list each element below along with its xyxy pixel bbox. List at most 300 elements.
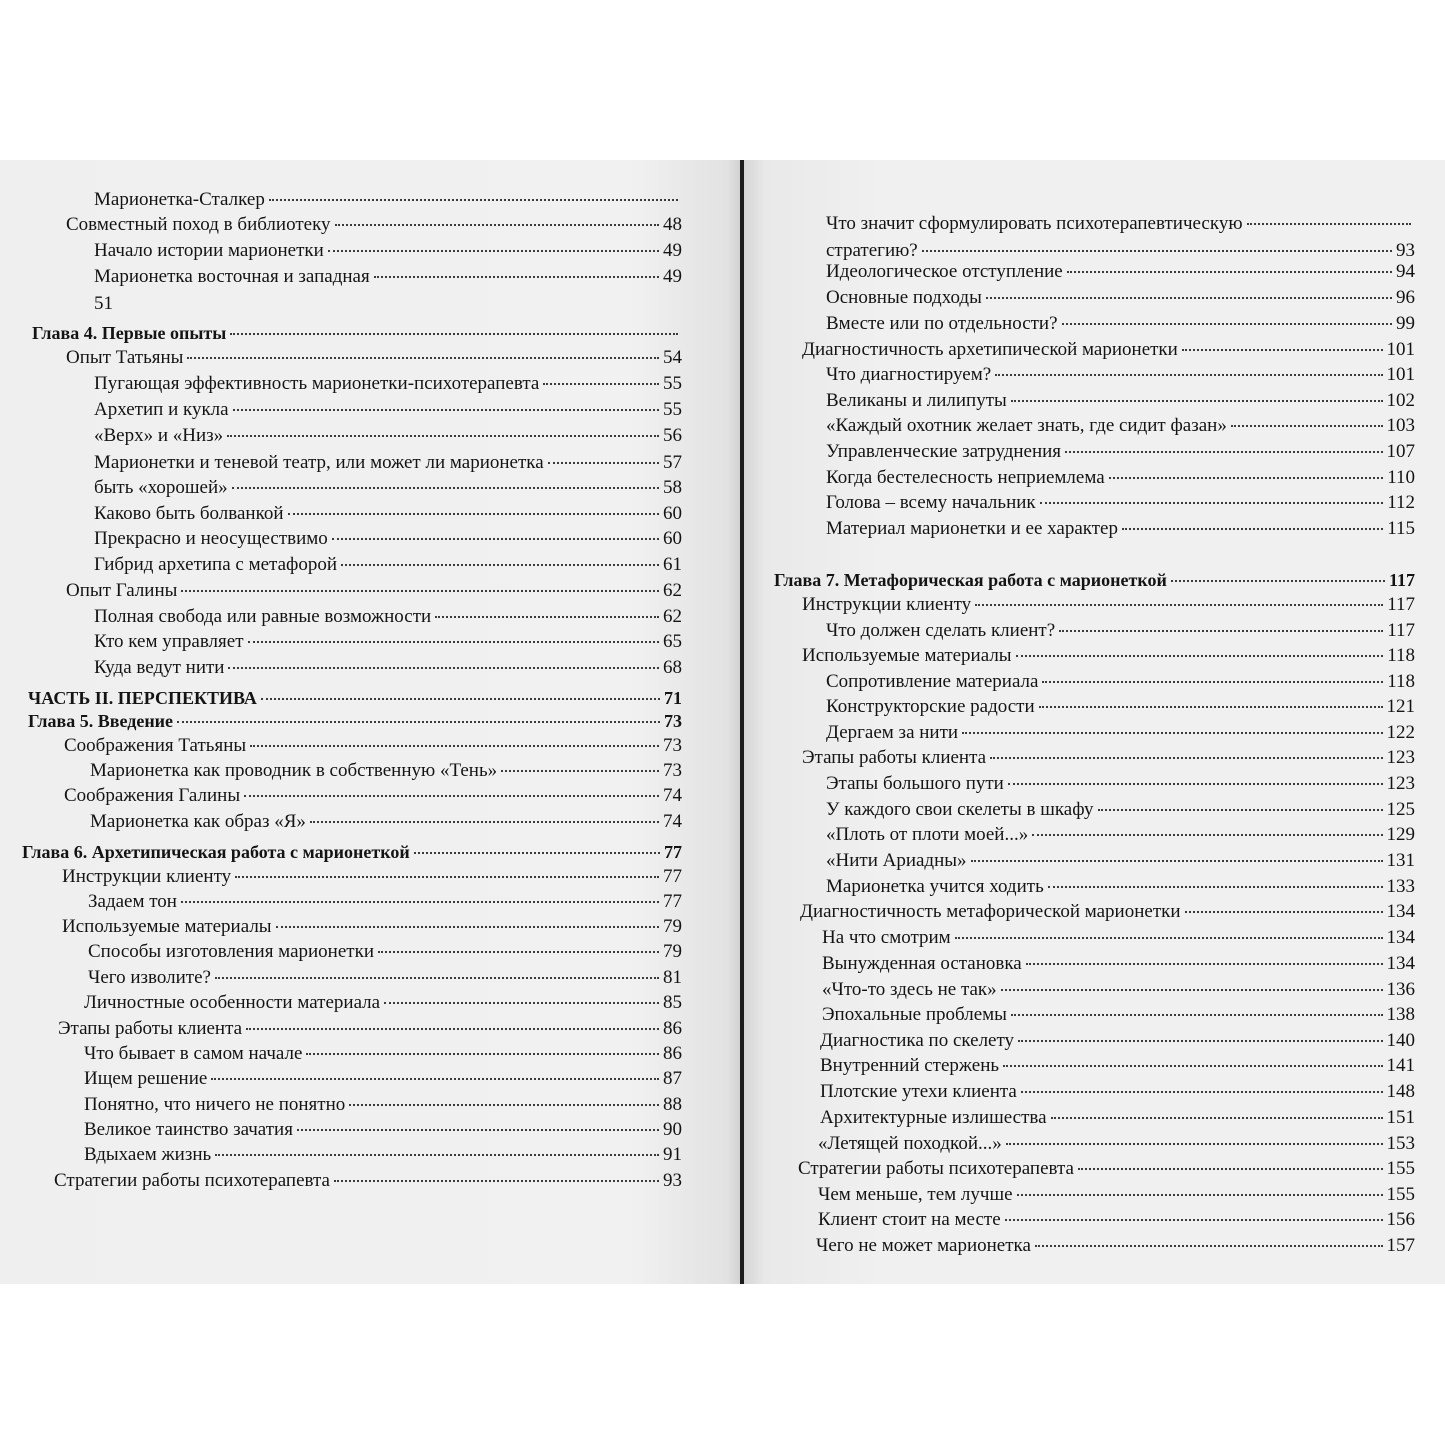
dot-leader [543,383,659,385]
entry-page-number: 107 [1386,441,1415,462]
entry-title: Ищем решение [84,1068,208,1089]
entry-page-number: 85 [663,992,682,1013]
entry-title: Глава 5. Введение [28,711,174,731]
left-toc-entry [84,991,682,1015]
right-toc-entry [826,721,1415,745]
entry-title: Марионетка учится ходить [826,876,1044,897]
dot-leader [177,721,660,723]
dot-leader [244,795,659,797]
entry-page-number: 133 [1386,876,1415,897]
right-toc-entry [826,695,1415,719]
entry-title: «Верх» и «Низ» [94,425,224,446]
book-spread [0,160,1445,1284]
entry-title: Чем меньше, тем лучше [818,1184,1013,1205]
entry-page-number: 99 [1396,313,1415,334]
entry-page-number: 156 [1386,1209,1415,1230]
entry-title: Чего не может марионетка [816,1235,1031,1256]
entry-title: Вдыхаем жизнь [84,1144,212,1165]
entry-page-number: 71 [664,688,682,708]
right-toc-entry [826,286,1415,310]
entry-title: Клиент стоит на месте [818,1209,1001,1230]
left-toc-entry [94,502,682,526]
left-toc-entry [94,372,682,396]
dot-leader [1008,783,1383,785]
entry-page-number: 112 [1387,492,1415,513]
entry-page-number: 117 [1387,594,1415,615]
entry-title: Кто кем управляет [94,631,244,652]
right-toc-entry [826,517,1415,541]
dot-leader [306,1053,659,1055]
dot-leader [1005,1219,1383,1221]
entry-title: Используемые материалы [62,916,272,937]
entry-title: Великаны и лилипуты [826,390,1007,411]
entry-page-number: 73 [663,760,682,781]
entry-title: Соображения Татьяны [64,735,247,756]
dot-leader [334,1180,659,1182]
entry-title: Полная свобода или равные возможности [94,606,432,627]
dot-leader [250,745,659,747]
entry-title: Великое таинство зачатия [84,1119,293,1140]
entry-page-number: 65 [663,631,682,652]
entry-title: Идеологическое отступление [826,261,1063,282]
entry-page-number: 101 [1386,364,1415,385]
dot-leader [1040,502,1384,504]
entry-title: Конструкторские радости [826,696,1035,717]
left-toc-entry [28,709,682,733]
entry-title: Управленческие затруднения [826,441,1062,462]
dot-leader [1182,349,1383,351]
entry-title: Марионетка восточная и западная [94,266,370,287]
left-toc-entry [62,865,682,889]
dot-leader [276,926,659,928]
right-toc-entry [774,568,1415,592]
left-toc-entry [64,784,682,808]
entry-title: Способы изготовления марионетки [88,941,374,962]
entry-title: Используемые материалы [802,645,1012,666]
entry-page-number: 48 [663,214,682,235]
dot-leader [975,604,1383,606]
dot-leader [215,977,659,979]
entry-page-number: 93 [1396,240,1415,261]
left-toc-entry [94,630,682,654]
entry-page-number: 77 [663,866,682,887]
right-toc-entry [818,1183,1415,1207]
entry-title: Гибрид архетипа с метафорой [94,554,337,575]
right-toc-entry [826,260,1415,284]
entry-page-number: 68 [663,657,682,678]
entry-page-number: 86 [663,1043,682,1064]
left-toc-entry [94,398,682,422]
entry-page-number: 115 [1387,518,1415,539]
entry-title: Когда бестелесность неприемлема [826,467,1105,488]
entry-title: Плотские утехи клиента [820,1081,1017,1102]
dot-leader [297,1129,659,1131]
left-toc-entry [88,940,682,964]
dot-leader [1018,1040,1382,1042]
right-toc-entry [802,746,1415,770]
entry-title: Что должен сделать клиент? [826,620,1056,641]
dot-leader [1042,681,1383,683]
entry-page-number: 81 [663,967,682,988]
dot-leader [332,538,659,540]
left-toc-entry [84,1067,682,1091]
right-toc-entry [820,1029,1415,1053]
entry-page-number: 117 [1388,570,1415,590]
entry-title: «Каждый охотник желает знать, где сидит фазан» [826,415,1227,436]
right-toc-entry [818,1208,1415,1232]
entry-page-number: 157 [1386,1235,1415,1256]
entry-page-number: 56 [663,425,682,446]
dot-leader [971,860,1383,862]
entry-page-number: 90 [663,1119,682,1140]
dot-leader [1006,1143,1383,1145]
entry-page-number: 101 [1386,339,1415,360]
dot-leader [211,1078,659,1080]
left-toc-entry [84,1042,682,1066]
left-toc-entry [84,1143,682,1167]
dot-leader [335,224,659,226]
dot-leader [548,462,659,464]
dot-leader [995,374,1382,376]
entry-title: Прекрасно и неосуществимо [94,528,328,549]
entry-page-number: 96 [1396,287,1415,308]
entry-page-number: 153 [1386,1133,1415,1154]
entry-title: Дергаем за нити [826,722,959,743]
entry-page-number: 121 [1386,696,1415,717]
left-toc-entry [66,213,682,237]
dot-leader [288,513,659,515]
dot-leader [1035,1245,1383,1247]
entry-title: Глава 7. Метафорическая работа с марионеткой [774,570,1167,590]
dot-leader [215,1154,659,1156]
dot-leader [955,937,1383,939]
entry-page-number: 87 [663,1068,682,1089]
dot-leader [1016,655,1384,657]
left-toc-entry [32,321,682,345]
entry-page-number: 77 [664,842,682,862]
entry-title: Диагностичность метафорической марионетки [800,901,1181,922]
entry-page-number: 49 [663,266,682,287]
right-toc-entry [816,1234,1415,1258]
right-toc-entry [802,338,1415,362]
left-toc-entry [84,1093,682,1117]
right-toc-entry [822,1003,1415,1027]
entry-title: Марионетка-Сталкер [94,189,265,210]
right-toc-entry [826,798,1415,822]
left-toc-entry [94,424,682,448]
dot-leader [1021,1091,1383,1093]
left-toc-entry [54,1169,682,1193]
entry-page-number: 74 [663,811,682,832]
dot-leader [1051,1117,1383,1119]
right-toc-entry [826,414,1415,438]
right-toc-entry [802,644,1415,668]
left-toc-entry [94,188,682,212]
dot-leader [246,1028,659,1030]
left-page [0,160,742,1284]
right-toc-entry [826,363,1415,387]
dot-leader [233,409,659,411]
entry-title: Основные подходы [826,287,982,308]
left-toc-entry [94,292,682,316]
dot-leader [1026,963,1383,965]
dot-leader [1011,1014,1383,1016]
right-toc-entry [818,1132,1415,1156]
entry-page-number: 62 [663,580,682,601]
left-toc-entry [94,476,682,500]
dot-leader [1039,706,1383,708]
entry-title: Сопротивление материала [826,671,1039,692]
right-toc-entry [820,1080,1415,1104]
dot-leader [435,616,659,618]
left-toc-entry [88,890,682,914]
entry-page-number: 155 [1386,1158,1415,1179]
entry-page-number: 62 [663,606,682,627]
right-toc-entry [826,440,1415,464]
dot-leader [1078,1168,1383,1170]
dot-leader [1109,477,1384,479]
entry-title: Архетип и кукла [94,399,229,420]
entry-page-number: 60 [663,528,682,549]
entry-page-number: 110 [1387,467,1415,488]
entry-title: Соображения Галины [64,785,241,806]
entry-page-number: 134 [1386,927,1415,948]
right-toc-entry [826,772,1415,796]
entry-title: Внутренний стержень [820,1055,1000,1076]
dot-leader [1067,271,1392,273]
left-toc-entry [22,840,682,864]
dot-leader [1017,1194,1383,1196]
right-toc-entry [826,619,1415,643]
entry-title: Опыт Татьяны [66,347,184,368]
entry-title: Личностные особенности материала [84,992,381,1013]
dot-leader [922,250,1392,252]
entry-page-number: 61 [663,554,682,575]
entry-page-number: 129 [1386,824,1415,845]
entry-page-number: 134 [1386,953,1415,974]
left-toc-entry [94,553,682,577]
entry-title: ЧАСТЬ II. ПЕРСПЕКТИВА [28,688,257,708]
right-toc-entry [826,823,1415,847]
dot-leader [269,199,678,201]
entry-title: Опыт Галины [66,580,178,601]
dot-leader [990,757,1382,759]
left-toc-entry [66,346,682,370]
entry-page-number: 91 [663,1144,682,1165]
entry-title: Марионетки и теневой театр, или может ли марионетка [94,452,544,473]
entry-page-number: 134 [1386,901,1415,922]
dot-leader [986,297,1392,299]
dot-leader [1247,223,1411,225]
dot-leader [349,1104,659,1106]
entry-title: Диагностика по скелету [820,1030,1015,1051]
dot-leader [1032,834,1382,836]
entry-page-number: 93 [663,1170,682,1191]
right-toc-entry [820,1106,1415,1130]
entry-page-number: 117 [1387,620,1415,641]
entry-page-number: 49 [663,240,682,261]
entry-title: Глава 6. Архетипическая работа с марионеткой [22,842,410,862]
entry-title: Вместе или по отдельности? [826,313,1058,334]
entry-page-number: 60 [663,503,682,524]
entry-page-number: 77 [663,891,682,912]
entry-title: Инструкции клиенту [802,594,972,615]
entry-title: Что диагностируем? [826,364,992,385]
entry-title: Что бывает в самом начале [84,1043,303,1064]
right-toc-entry [822,952,1415,976]
dot-leader [1185,911,1383,913]
dot-leader [1122,528,1383,530]
left-toc-entry [64,734,682,758]
entry-title: Начало истории марионетки [94,240,324,261]
right-toc-entry [826,389,1415,413]
entry-page-number: 140 [1386,1030,1415,1051]
entry-title: Голова – всему начальник [826,492,1036,513]
entry-page-number: 55 [663,399,682,420]
entry-page-number: 118 [1387,645,1415,666]
dot-leader [1098,809,1383,811]
dot-leader [187,357,659,359]
entry-title: Совместный поход в библиотеку [66,214,331,235]
entry-title: Диагностичность архетипической марионетки [802,339,1178,360]
entry-page-number: 57 [663,452,682,473]
right-toc-entry [820,1054,1415,1078]
dot-leader [1059,630,1383,632]
dot-leader [232,487,659,489]
entry-title: Материал марионетки и ее характер [826,518,1118,539]
entry-title: Инструкции клиенту [62,866,232,887]
dot-leader [328,250,659,252]
dot-leader [1171,580,1385,582]
left-toc-entry [66,579,682,603]
left-toc-entry [90,810,682,834]
left-toc-entry [58,1017,682,1041]
entry-page-number: 123 [1386,773,1415,794]
entry-page-number: 86 [663,1018,682,1039]
entry-page-number: 103 [1386,415,1415,436]
entry-page-number: 148 [1386,1081,1415,1102]
entry-page-number: 155 [1386,1184,1415,1205]
right-toc-entry [822,978,1415,1002]
entry-page-number: 138 [1386,1004,1415,1025]
dot-leader [1062,323,1392,325]
entry-title: Архитектурные излишества [820,1107,1047,1128]
right-toc-entry [822,926,1415,950]
entry-title: У каждого свои скелеты в шкафу [826,799,1094,820]
entry-page-number: 123 [1386,747,1415,768]
entry-title: Вынужденная остановка [822,953,1022,974]
dot-leader [1011,400,1383,402]
entry-title: «Нити Ариадны» [826,850,967,871]
left-toc-entry [28,686,682,710]
entry-page-number: 136 [1386,979,1415,1000]
dot-leader [1065,451,1382,453]
dot-leader [1001,989,1383,991]
left-toc-entry [94,527,682,551]
entry-page-number: 74 [663,785,682,806]
entry-title: стратегию? [826,240,918,261]
entry-title: Чего изволите? [88,967,211,988]
left-toc-entry [94,605,682,629]
entry-title: Куда ведут нити [94,657,225,678]
dot-leader [310,821,659,823]
entry-title: «Плоть от плоти моей...» [826,824,1029,845]
right-toc-entry [826,312,1415,336]
entry-page-number: 58 [663,477,682,498]
entry-page-number: 79 [663,916,682,937]
entry-title: «Что-то здесь не так» [822,979,997,1000]
dot-leader [181,590,659,592]
entry-title: Марионетка как проводник в собственную «Тень» [90,760,498,781]
dot-leader [341,564,659,566]
right-toc-entry [798,1157,1415,1181]
dot-leader [374,276,659,278]
dot-leader [230,333,678,335]
entry-title: Этапы работы клиента [58,1018,243,1039]
left-toc-entry [90,759,682,783]
dot-leader [501,770,659,772]
dot-leader [235,876,659,878]
dot-leader [248,641,660,643]
left-toc-entry [84,1118,682,1142]
entry-title: Понятно, что ничего не понятно [84,1094,346,1115]
right-toc-entry [802,593,1415,617]
entry-page-number: 131 [1386,850,1415,871]
entry-page-number: 141 [1386,1055,1415,1076]
entry-title: Эпохальные проблемы [822,1004,1007,1025]
entry-title: Стратегии работы психотерапевта [798,1158,1074,1179]
left-toc-entry [94,656,682,680]
entry-title: Что значит сформулировать психотерапевтическую [826,213,1243,234]
entry-page-number: 73 [663,735,682,756]
dot-leader [1003,1065,1382,1067]
entry-title: Этапы работы клиента [802,747,987,768]
dot-leader [1048,886,1383,888]
dot-leader [414,852,660,854]
left-toc-entry [94,451,682,475]
dot-leader [261,698,660,700]
entry-page-number: 125 [1386,799,1415,820]
right-page [744,160,1445,1284]
entry-title: быть «хорошей» [94,477,228,498]
left-toc-entry [88,966,682,990]
entry-title: Задаем тон [88,891,177,912]
entry-title: Марионетка как образ «Я» [90,811,306,832]
entry-title: Этапы большого пути [826,773,1004,794]
right-toc-entry [826,466,1415,490]
dot-leader [228,667,659,669]
dot-leader [227,435,659,437]
left-toc-entry [94,239,682,263]
entry-page-number: 79 [663,941,682,962]
right-toc-entry [826,875,1415,899]
dot-leader [181,901,659,903]
entry-page-number: 73 [664,711,682,731]
right-toc-entry [826,212,1415,236]
entry-page-number: 102 [1386,390,1415,411]
entry-page-number: 151 [1386,1107,1415,1128]
entry-title: На что смотрим [822,927,951,948]
right-toc-entry [826,491,1415,515]
left-toc-entry [94,265,682,289]
entry-page-number: 94 [1396,261,1415,282]
dot-leader [378,951,659,953]
entry-title: «Летящей походкой...» [818,1133,1002,1154]
right-toc-entry [826,849,1415,873]
right-toc-entry [800,900,1415,924]
left-toc-entry [62,915,682,939]
entry-title: Пугающая эффективность марионетки-психотерапевта [94,373,540,394]
